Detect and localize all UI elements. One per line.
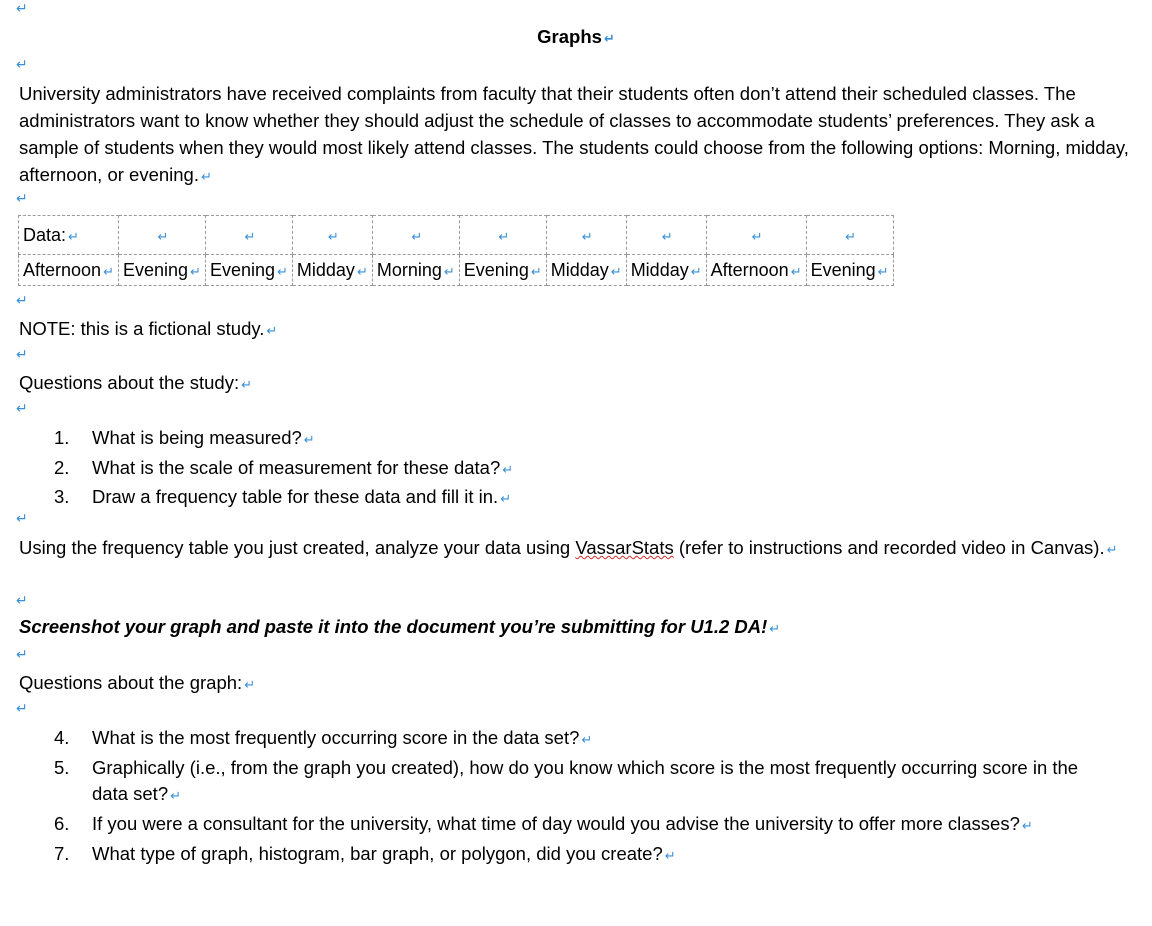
cell-value: Evening (463, 259, 529, 280)
cell-mark: ↵ (190, 263, 201, 279)
note-paragraph (19, 318, 277, 340)
paragraph-mark: ↵ (1021, 818, 1033, 833)
question-text: What is the scale of measurement for these data? (92, 457, 501, 478)
table-cell[interactable] (205, 255, 292, 286)
cell-mark: ↵ (530, 263, 542, 279)
paragraph-mark: ↵ (16, 346, 28, 362)
data-table (18, 215, 894, 286)
table-cell[interactable] (118, 216, 205, 255)
cell-mark: ↵ (103, 263, 114, 279)
paragraph-mark: ↵ (16, 646, 28, 662)
table-cell[interactable] (806, 216, 893, 255)
title-text: Graphs (537, 26, 602, 47)
cell-mark: ↵ (327, 228, 339, 244)
list-item (54, 484, 1094, 512)
paragraph-mark: ↵ (769, 621, 781, 636)
paragraph-mark: ↵ (241, 377, 252, 392)
study-questions-list (54, 425, 1094, 512)
intro-paragraph (19, 80, 1129, 190)
cell-mark: ↵ (277, 263, 288, 279)
question-text: What is the most frequently occurring score in the data set? (92, 727, 580, 748)
question-text: If you were a consultant for the university, what time of day would you advise the university to offer more classes? (92, 813, 1020, 834)
cell-mark: ↵ (610, 263, 622, 279)
table-header-row (19, 216, 894, 255)
paragraph-mark: ↵ (603, 31, 615, 46)
paragraph-mark: ↵ (581, 732, 593, 747)
table-cell[interactable] (706, 216, 806, 255)
table-cell[interactable] (118, 255, 205, 286)
cell-value: Midday (550, 259, 609, 280)
table-cell[interactable] (372, 216, 459, 255)
cell-mark: ↵ (411, 228, 423, 244)
data-label: Data: (23, 224, 67, 245)
list-number: 7. (54, 843, 70, 864)
cell-mark: ↵ (661, 228, 673, 244)
paragraph-mark: ↵ (16, 0, 28, 16)
paragraph-mark: ↵ (201, 169, 212, 184)
note-text: NOTE: this is a fictional study. (19, 318, 265, 339)
graph-questions-list (54, 725, 1094, 869)
cell-value: Afternoon (23, 259, 102, 280)
paragraph-mark: ↵ (16, 292, 28, 308)
table-cell[interactable] (459, 216, 546, 255)
list-item (54, 841, 1094, 869)
cell-value: Afternoon (710, 259, 789, 280)
analyze-text: Using the frequency table you just created, analyze your data using (19, 537, 576, 558)
list-item (54, 755, 1094, 809)
question-text: Draw a frequency table for these data and fill it in. (92, 486, 499, 507)
paragraph-mark: ↵ (16, 190, 28, 206)
table-cell[interactable] (292, 255, 372, 286)
heading-text: Questions about the study: (19, 372, 240, 393)
cell-mark: ↵ (845, 228, 857, 244)
cell-mark: ↵ (790, 263, 802, 279)
analyze-paragraph (19, 534, 1129, 563)
list-number: 3. (54, 486, 70, 507)
paragraph-mark: ↵ (16, 592, 28, 608)
list-number: 5. (54, 757, 70, 778)
study-questions-heading (19, 372, 252, 394)
vassarstats-link[interactable]: VassarStats (575, 537, 674, 558)
instruction-text: Screenshot your graph and paste it into the document you’re submitting for U1.2 DA! (19, 616, 768, 637)
cell-mark: ↵ (157, 228, 169, 244)
question-text: Graphically (i.e., from the graph you created), how do you know which score is the most frequently occurring score in the data set? (92, 757, 1079, 804)
cell-mark: ↵ (751, 228, 763, 244)
paragraph-mark: ↵ (1106, 542, 1118, 557)
paragraph-mark: ↵ (266, 323, 278, 338)
cell-mark: ↵ (877, 263, 889, 279)
cell-mark: ↵ (443, 263, 455, 279)
cell-mark: ↵ (581, 228, 593, 244)
cell-mark: ↵ (68, 228, 79, 244)
paragraph-mark: ↵ (500, 491, 512, 506)
table-row (19, 255, 894, 286)
paragraph-mark: ↵ (664, 848, 676, 863)
table-cell[interactable] (546, 216, 626, 255)
paragraph-mark: ↵ (16, 510, 28, 526)
list-number: 6. (54, 813, 70, 834)
list-number: 4. (54, 727, 70, 748)
table-cell[interactable] (292, 216, 372, 255)
paragraph-mark: ↵ (16, 400, 28, 416)
instruction-paragraph (19, 616, 780, 638)
list-number: 1. (54, 427, 70, 448)
paragraph-mark: ↵ (16, 700, 28, 716)
table-cell[interactable] (806, 255, 893, 286)
paragraph-mark: ↵ (502, 462, 514, 477)
question-text: What type of graph, histogram, bar graph, or polygon, did you create? (92, 843, 663, 864)
document-title (0, 26, 1152, 48)
paragraph-mark: ↵ (16, 56, 28, 72)
table-cell[interactable] (626, 216, 706, 255)
paragraph-mark: ↵ (170, 788, 182, 803)
table-cell[interactable] (626, 255, 706, 286)
cell-mark: ↵ (498, 228, 510, 244)
cell-mark: ↵ (356, 263, 368, 279)
intro-text: University administrators have received complaints from faculty that their students often don’t attend their scheduled classes. The administrators want to know whether they should adjust the schedule of classes to accommodate students’ preferences. They ask a sample of students when they would most likely attend classes. The students could choose from the following options: Morning, midday, afternoon, or evening. (19, 83, 1129, 185)
question-text: What is being measured? (92, 427, 302, 448)
heading-text: Questions about the graph: (19, 672, 243, 693)
cell-value: Midday (296, 259, 355, 280)
table-cell[interactable] (19, 216, 119, 255)
table-cell[interactable] (19, 255, 119, 286)
table-cell[interactable] (546, 255, 626, 286)
cell-value: Evening (810, 259, 876, 280)
list-item (54, 811, 1094, 839)
paragraph-mark: ↵ (244, 677, 256, 692)
table-cell[interactable] (706, 255, 806, 286)
paragraph-mark: ↵ (303, 432, 315, 447)
cell-mark: ↵ (690, 263, 702, 279)
analyze-text-end: (refer to instructions and recorded video in Canvas). (673, 537, 1105, 558)
list-item (54, 425, 1094, 453)
list-item (54, 455, 1094, 483)
cell-value: Morning (376, 259, 442, 280)
cell-value: Midday (630, 259, 689, 280)
table-cell[interactable] (372, 255, 459, 286)
list-item (54, 725, 1094, 753)
table-cell[interactable] (459, 255, 546, 286)
list-number: 2. (54, 457, 70, 478)
cell-value: Evening (209, 259, 275, 280)
table-cell[interactable] (205, 216, 292, 255)
cell-mark: ↵ (244, 228, 256, 244)
cell-value: Evening (122, 259, 189, 280)
graph-questions-heading (19, 672, 255, 694)
